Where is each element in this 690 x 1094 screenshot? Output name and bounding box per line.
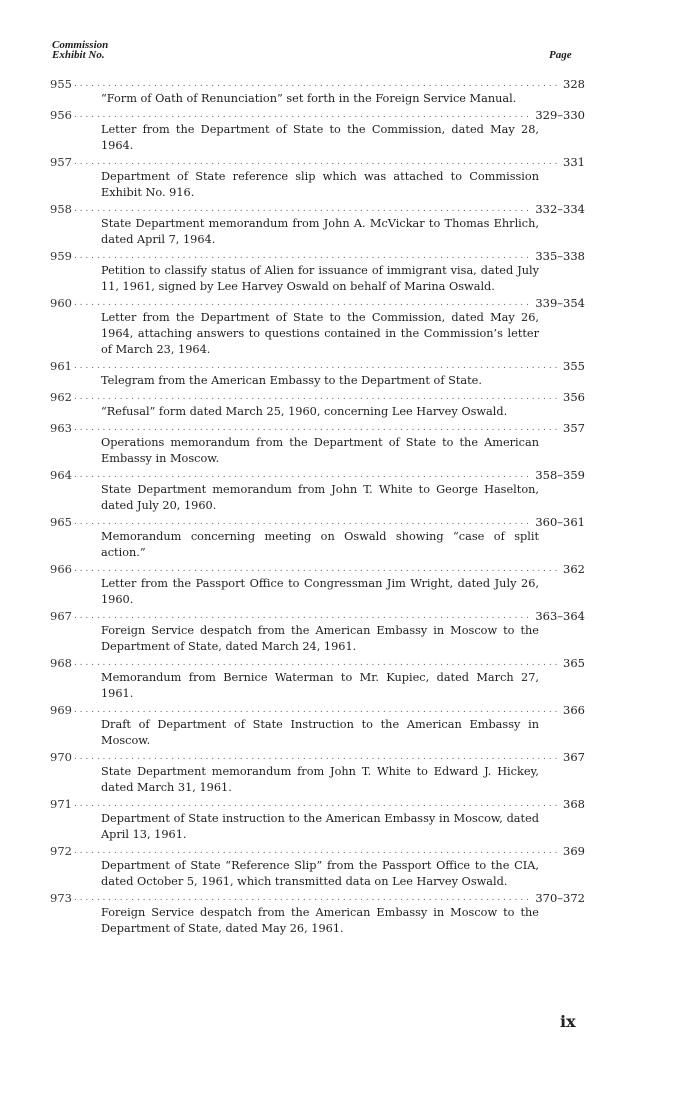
dot-leader — [74, 656, 559, 670]
exhibit-number: 955 — [50, 77, 72, 91]
page-folio: ix — [560, 1012, 576, 1031]
exhibit-number: 960 — [50, 296, 72, 310]
list-item — [50, 749, 585, 796]
list-item — [50, 843, 585, 890]
page-number: 368 — [563, 797, 585, 811]
dot-leader — [74, 844, 559, 858]
list-item — [50, 154, 585, 201]
page-number: 328 — [563, 77, 585, 91]
exhibit-number: 973 — [50, 891, 72, 905]
exhibit-description: Foreign Service despatch from the American Embassy in Moscow to the Department of State, dated March 24, 1961. — [101, 624, 539, 653]
list-item — [50, 248, 585, 295]
page-number: 355 — [563, 359, 585, 373]
page-number: 365 — [563, 656, 585, 670]
exhibit-description: “Refusal” form dated March 25, 1960, concerning Lee Harvey Oswald. — [101, 405, 508, 418]
exhibit-description: Draft of Department of State Instruction to the American Embassy in Moscow. — [101, 718, 539, 747]
dot-leader — [74, 359, 559, 373]
page-number: 356 — [563, 390, 585, 404]
page-number: 357 — [563, 421, 585, 435]
dot-leader — [74, 703, 559, 717]
exhibit-description: Letter from the Passport Office to Congressman Jim Wright, dated July 26, 1960. — [101, 577, 539, 606]
list-item — [50, 420, 585, 467]
exhibit-description: Letter from the Department of State to the Commission, dated May 28, 1964. — [101, 123, 539, 152]
exhibit-description: Memorandum from Bernice Waterman to Mr. Kupiec, dated March 27, 1961. — [101, 671, 539, 700]
exhibit-number: 958 — [50, 202, 72, 216]
list-item — [50, 702, 585, 749]
dot-leader — [74, 77, 559, 91]
exhibit-number: 969 — [50, 703, 72, 717]
exhibit-number: 972 — [50, 844, 72, 858]
list-item — [50, 358, 585, 389]
exhibit-description: “Form of Oath of Renunciation” set forth in the Foreign Service Manual. — [101, 92, 517, 105]
page-number: 358–359 — [535, 468, 585, 482]
exhibit-description: Foreign Service despatch from the American Embassy in Moscow to the Department of State, dated May 26, 1961. — [101, 906, 539, 935]
exhibit-number: 968 — [50, 656, 72, 670]
dot-leader — [74, 249, 531, 263]
exhibit-number: 964 — [50, 468, 72, 482]
page-number: 367 — [563, 750, 585, 764]
header-exhibit-no: Exhibit No. — [52, 49, 105, 61]
exhibit-description: Telegram from the American Embassy to the Department of State. — [101, 374, 482, 387]
dot-leader — [74, 515, 531, 529]
exhibit-number: 961 — [50, 359, 72, 373]
list-item — [50, 608, 585, 655]
dot-leader — [74, 421, 559, 435]
dot-leader — [74, 609, 531, 623]
exhibit-number: 959 — [50, 249, 72, 263]
exhibit-description: Department of State instruction to the American Embassy in Moscow, dated April 13, 1961. — [101, 812, 539, 841]
list-item — [50, 107, 585, 154]
list-item — [50, 201, 585, 248]
exhibit-description: Petition to classify status of Alien for issuance of immigrant visa, dated July 11, 1961, signed by Lee Harvey Oswald on behalf of Marina Oswald. — [101, 264, 539, 293]
exhibit-number: 962 — [50, 390, 72, 404]
page-number: 370–372 — [535, 891, 585, 905]
dot-leader — [74, 108, 531, 122]
page-number: 329–330 — [535, 108, 585, 122]
dot-leader — [74, 155, 559, 169]
dot-leader — [74, 562, 559, 576]
list-item — [50, 796, 585, 843]
dot-leader — [74, 202, 531, 216]
dot-leader — [74, 797, 559, 811]
exhibit-number: 970 — [50, 750, 72, 764]
page-number: 363–364 — [535, 609, 585, 623]
page-number: 360–361 — [535, 515, 585, 529]
header-commission: Commission — [52, 39, 109, 51]
exhibit-description: Department of State reference slip which was attached to Commission Exhibit No. 916. — [101, 170, 539, 199]
list-item — [50, 561, 585, 608]
list-item — [50, 514, 585, 561]
dot-leader — [74, 468, 531, 482]
exhibit-number: 956 — [50, 108, 72, 122]
list-item — [50, 295, 585, 358]
page-number: 335–338 — [535, 249, 585, 263]
dot-leader — [74, 390, 559, 404]
exhibit-description: State Department memorandum from John A. McVickar to Thomas Ehrlich, dated April 7, 1964. — [101, 217, 539, 246]
list-item — [50, 467, 585, 514]
exhibit-description: Memorandum concerning meeting on Oswald showing “case of split action.” — [101, 530, 539, 559]
list-item — [50, 655, 585, 702]
exhibit-description: Department of State “Reference Slip” from the Passport Office to the CIA, dated October 5, 1961, which transmitted data on Lee Harvey Oswald. — [101, 859, 539, 888]
exhibit-number: 971 — [50, 797, 72, 811]
list-item — [50, 890, 585, 937]
page-number: 339–354 — [535, 296, 585, 310]
page-number: 366 — [563, 703, 585, 717]
list-item — [50, 389, 585, 420]
dot-leader — [74, 750, 559, 764]
exhibit-description: State Department memorandum from John T. White to George Haselton, dated July 20, 1960. — [101, 483, 539, 512]
exhibit-number: 967 — [50, 609, 72, 623]
column-header-exhibit — [52, 40, 108, 60]
exhibit-description: State Department memorandum from John T. White to Edward J. Hickey, dated March 31, 1961. — [101, 765, 539, 794]
page-number: 331 — [563, 155, 585, 169]
exhibit-description: Operations memorandum from the Department of State to the American Embassy in Moscow. — [101, 436, 539, 465]
exhibit-number: 963 — [50, 421, 72, 435]
page-number: 362 — [563, 562, 585, 576]
exhibit-number: 966 — [50, 562, 72, 576]
page-number: 369 — [563, 844, 585, 858]
dot-leader — [74, 296, 531, 310]
page-number: 332–334 — [535, 202, 585, 216]
exhibit-number: 965 — [50, 515, 72, 529]
dot-leader — [74, 891, 531, 905]
list-item — [50, 76, 585, 107]
exhibit-number: 957 — [50, 155, 72, 169]
exhibit-list — [50, 76, 585, 937]
exhibit-description: Letter from the Department of State to the Commission, dated May 26, 1964, attaching answers to questions contained in the Commission’s letter of March 23, 1964. — [101, 311, 539, 356]
column-header-page: Page — [549, 49, 572, 61]
